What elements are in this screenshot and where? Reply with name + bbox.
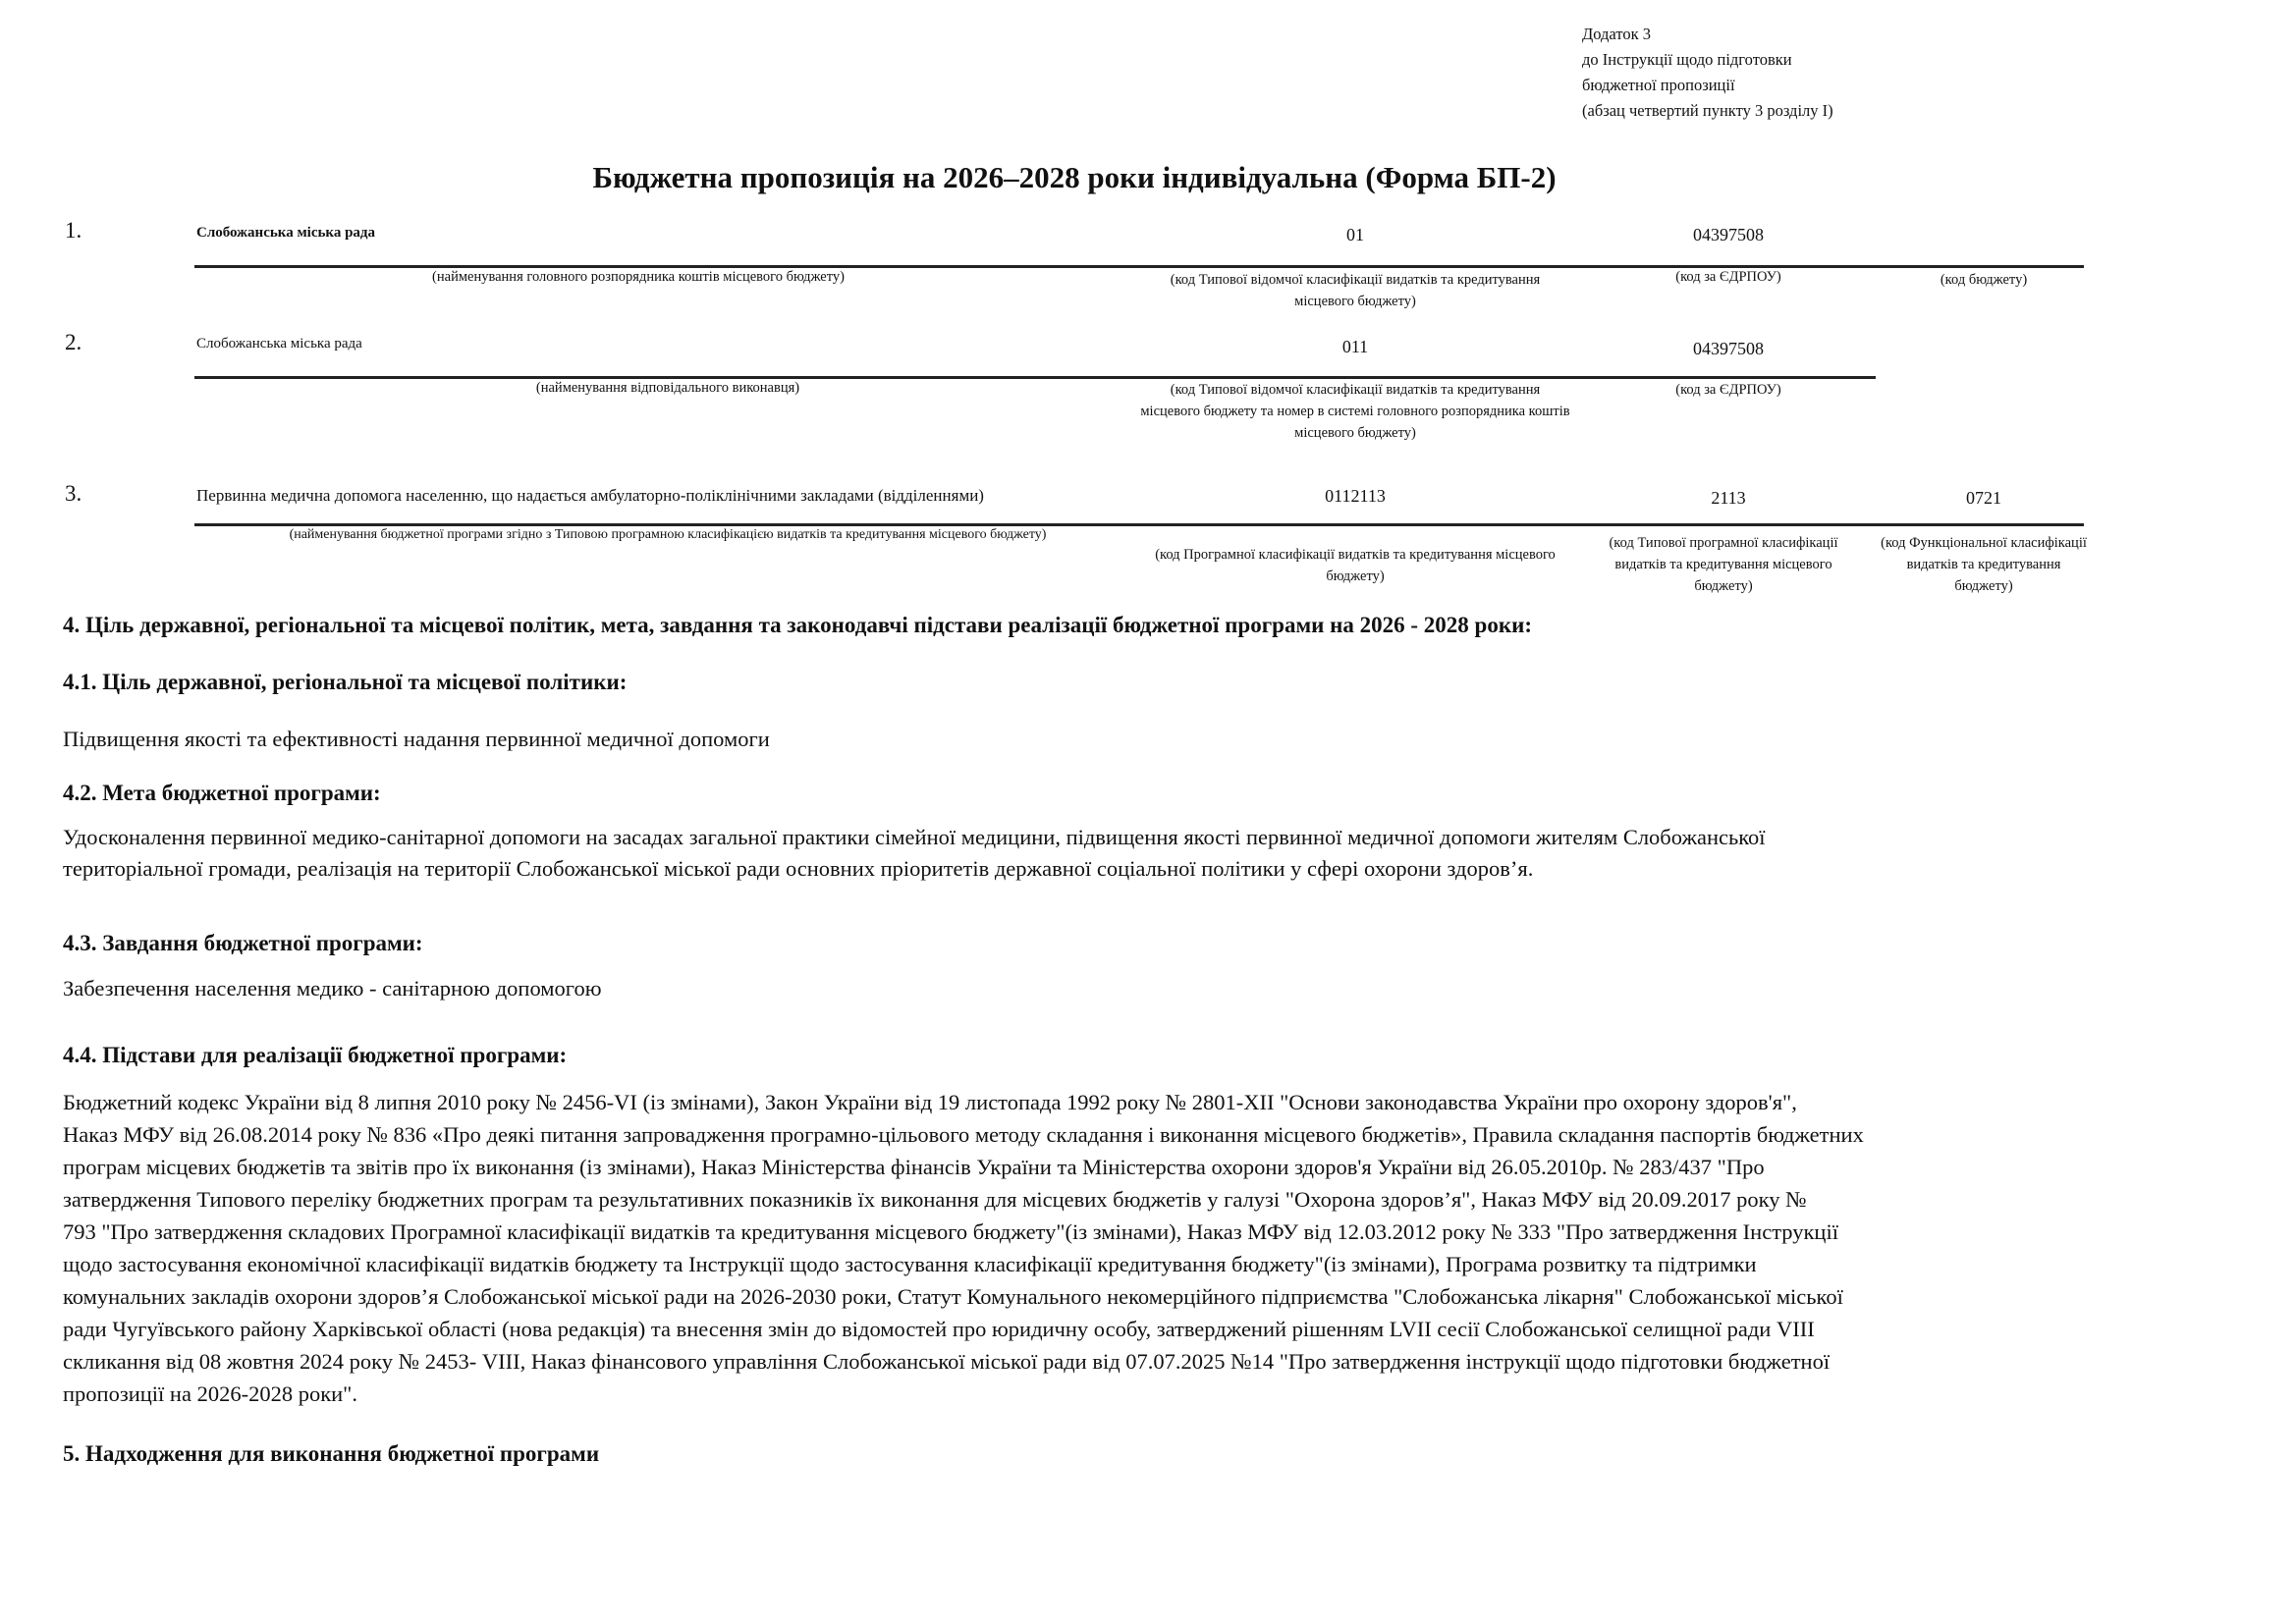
section-4-4-line: Наказ МФУ від 26.08.2014 року № 836 «Про деякі питання запровадження програмно-цільового методу складання і виконання місцевого бюджетів», Правила складання паспортів бюджетних: [63, 1122, 1864, 1147]
section-4-3-heading: 4.3. Завдання бюджетної програми:: [63, 931, 423, 955]
row1-code1: 01: [1346, 225, 1364, 244]
section-5-heading: 5. Надходження для виконання бюджетної програми: [63, 1441, 600, 1466]
row3-code2: 2113: [1711, 488, 1746, 508]
row2-code1: 011: [1341, 337, 1369, 356]
section-4-2-line-2: територіальної громади, реалізація на території Слобожанської міської ради основних пріоритетів державної соціальної політики у сфері охорони здоров’я.: [63, 856, 1534, 881]
row3-code2-caption: (код Типової програмної класифікації видатків та кредитування місцевого бюджету): [1609, 535, 1838, 594]
section-4-4-line: 793 "Про затвердження складових Програмної класифікації видатків та кредитування місцевого бюджету"(із змінами), Наказ МФУ від 12.03.2012 року № 333 "Про затвердження Інструкції: [63, 1219, 1838, 1244]
section-4-4-line: Бюджетний кодекс України від 8 липня 2010 року № 2456-VI (із змінами), Закон України від 19 листопада 1992 року № 2801-XII "Основи законодавства України про охорону здоров'я",: [63, 1090, 1797, 1114]
row3-name-caption: (найменування бюджетної програми згідно з Типовою програмною класифікацією видатків та кредитування місцевого бюджету): [289, 527, 1047, 542]
row1-name-caption: (найменування головного розпорядника коштів місцевого бюджету): [432, 269, 845, 285]
row2-code2-caption: (код за ЄДРПОУ): [1675, 382, 1781, 398]
row3-number: 3.: [65, 481, 82, 506]
section-4-2-heading: 4.2. Мета бюджетної програми:: [63, 781, 381, 805]
section-4-1-heading: 4.1. Ціль державної, регіональної та місцевої політики:: [63, 670, 628, 694]
annex-line-3: бюджетної пропозиції: [1582, 76, 1735, 94]
section-4-1-text: Підвищення якості та ефективності надання первинної медичної допомоги: [63, 727, 770, 751]
row3-name: Первинна медична допомога населенню, що надається амбулаторно-поліклінічними закладами (відділеннями): [196, 486, 984, 505]
row3-code3-caption: (код Функціональної класифікації видатків та кредитування бюджету): [1881, 535, 2087, 594]
section-4-4-line: затвердження Типового переліку бюджетних програм та результативних показників їх виконання для місцевих бюджетів у галузі "Охорона здоров’я", Наказ МФУ від 20.09.2017 року №: [63, 1187, 1807, 1212]
row3-code3: 0721: [1966, 488, 2001, 508]
section-4-2-line-1: Удосконалення первинної медико-санітарної допомоги на засадах загальної практики сімейної медицини, підвищення якості первинної медичної допомоги жителям Слобожанської: [63, 825, 1766, 849]
row3-code1-caption: (код Програмної класифікації видатків та кредитування місцевого бюджету): [1155, 547, 1556, 584]
section-4-4-line: програм місцевих бюджетів та звітів про їх виконання (із змінами), Наказ Міністерства фінансів України та Міністерства охорони здоров'я України від 26.05.2010р. № 283/437 "Про: [63, 1155, 1765, 1179]
annex-line-2: до Інструкції щодо підготовки: [1582, 50, 1792, 69]
section-4-4-line: комунальних закладів охорони здоров’я Слобожанської міської ради на 2026-2030 роки, Статут Комунального некомерційного підприємства "Слобожанська лікарня" Слобожанської міської: [63, 1284, 1843, 1309]
row2-name-caption: (найменування відповідального виконавця): [535, 380, 800, 396]
annex-block: [1582, 22, 1833, 124]
section-4-4-heading: 4.4. Підстави для реалізації бюджетної програми:: [63, 1043, 568, 1067]
section-4-3-text: Забезпечення населення медико - санітарною допомогою: [63, 976, 602, 1001]
section-4-4-line: скликання від 08 жовтня 2024 року № 2453- VIII, Наказ фінансового управління Слобожанської міської ради від 07.07.2025 №14 "Про затвердження інструкції щодо підготовки бюджетної: [63, 1349, 1831, 1374]
row1-code1-caption: (код Типової відомчої класифікації видатків та кредитування місцевого бюджету): [1170, 272, 1541, 309]
row2-name: Слобожанська міська рада: [196, 336, 362, 352]
section-4-heading: 4. Ціль державної, регіональної та місцевої політик, мета, завдання та законодавчі підстави реалізації бюджетної програми на 2026 - 2028 роки:: [63, 613, 1532, 637]
row2-number: 2.: [65, 330, 82, 354]
section-4-4-text: [63, 1086, 1864, 1410]
document-title: Бюджетна пропозиція на 2026–2028 роки індивідуальна (Форма БП-2): [592, 160, 1557, 194]
section-4-4-line: щодо застосування економічної класифікації видатків бюджету та Інструкції щодо застосування класифікації кредитування бюджету"(із змінами), Програма розвитку та підтримки: [63, 1252, 1757, 1276]
row2-code2: 04397508: [1693, 339, 1764, 358]
annex-line-1: Додаток 3: [1582, 25, 1651, 43]
row3-code1: 0112113: [1325, 486, 1386, 506]
row1-code2: 04397508: [1693, 225, 1764, 244]
row1-code3-caption: (код бюджету): [1940, 272, 2028, 288]
section-4-4-line: ради Чугуївського району Харківської області (нова редакція) та внесення змін до відомостей про юридичну особу, затверджений рішенням LVII сесії Слобожанської селищної ради VIII: [63, 1317, 1815, 1341]
row1-name: Слобожанська міська рада: [196, 225, 376, 241]
row1-number: 1.: [65, 218, 82, 243]
row1-code2-caption: (код за ЄДРПОУ): [1675, 269, 1781, 285]
row2-code1-caption: (код Типової відомчої класифікації видатків та кредитування місцевого бюджету та номер в системі головного розпорядника коштів місцевого бюджету): [1140, 382, 1570, 441]
section-4-4-line: пропозиції на 2026-2028 роки".: [63, 1381, 357, 1406]
annex-line-4: (абзац четвертий пункту 3 розділу І): [1582, 101, 1833, 120]
